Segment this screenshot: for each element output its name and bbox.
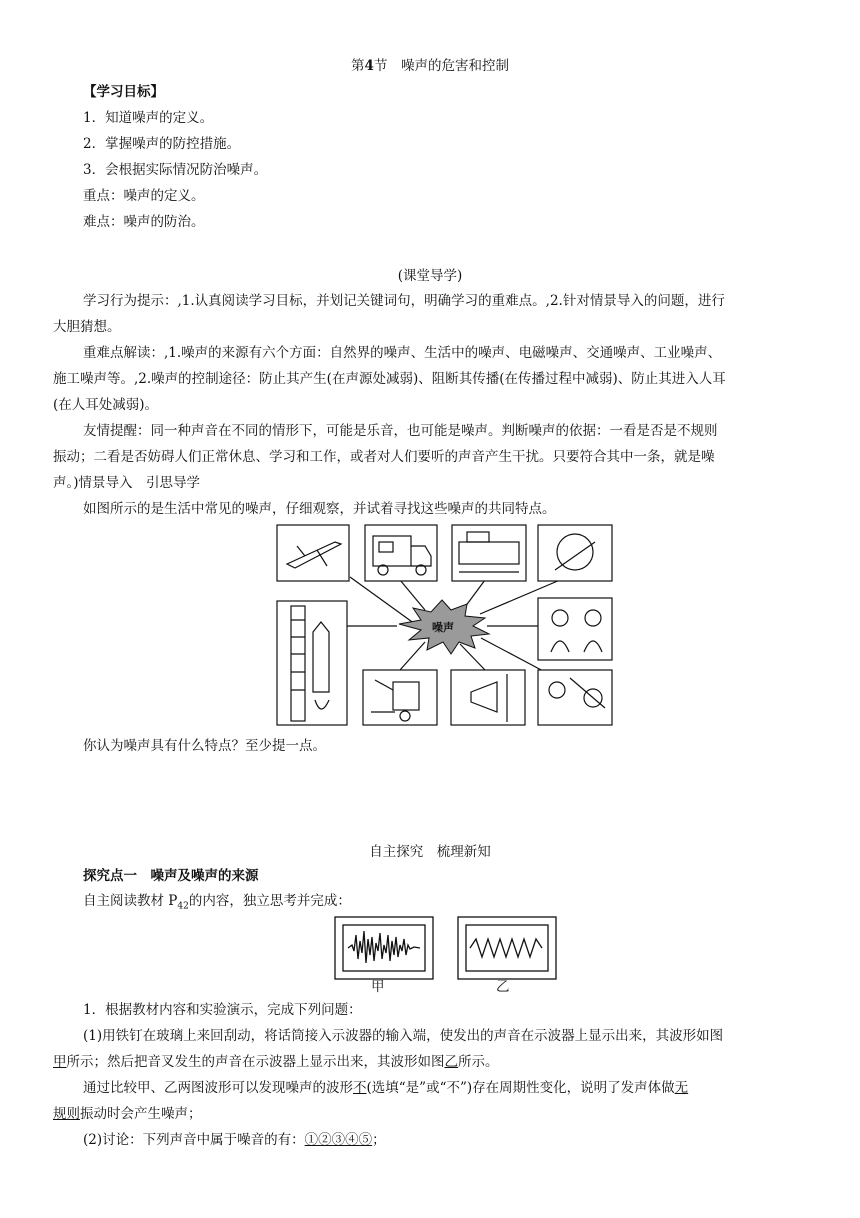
wave-label-yi: 乙 — [496, 979, 510, 995]
read-instruction: 自主阅读教材 $P_{42}$的内容，独立思考并完成： — [83, 893, 351, 912]
goal-item-2: 2．掌握噪声的防控措施。 — [83, 136, 241, 152]
wave-label-jia: 甲 — [371, 979, 385, 995]
explore-point-heading: 探究点一 噪声及噪声的来源 — [83, 868, 259, 884]
intro-line: 如图所示的是生活中常见的噪声，仔细观察，并试着寻找这些噪声的共同特点。 — [83, 501, 556, 517]
noise-center-label: 噪声 — [432, 622, 454, 634]
discuss-line: (2)讨论：下列声音中属于噪音的有：①②③④⑤； — [83, 1132, 386, 1148]
explore-heading: 自主探究 梳理新知 — [369, 844, 491, 860]
question-line: 你认为噪声具有什么特点？至少提一点。 — [83, 738, 326, 754]
hint-line-2: 大胆猜想。 — [53, 319, 121, 335]
key-point: 重点：噪声的定义。 — [83, 188, 205, 204]
question-1: 1．根据教材内容和实验演示，完成下列问题： — [83, 1002, 362, 1018]
compare-line-2: 规则振动时会产生噪声； — [53, 1106, 202, 1122]
noise-waveform — [348, 931, 420, 963]
goal-item-3: 3．会根据实际情况防治噪声。 — [83, 162, 268, 178]
goal-item-1: 1．知道噪声的定义。 — [83, 110, 214, 126]
key-line-2: 施工噪声等。,2.噪声的控制途径：防止其产生(在声源处减弱)、阻断其传播(在传播过程中减弱)、防止其进入人耳 — [53, 371, 726, 387]
key-line-3: (在人耳处减弱)。 — [53, 397, 159, 413]
question-1-1-line-1: (1)用铁钉在玻璃上来回刮动，将话筒接入示波器的输入端，使发出的声音在示波器上显示出来，其波形如图 — [83, 1028, 724, 1044]
tip-line-1: 友情提醒：同一种声音在不同的情形下，可能是乐音，也可能是噪声。判断噪声的依据：一看是否是不规则 — [83, 423, 718, 439]
hint-line-1: 学习行为提示：,1.认真阅读学习目标，并划记关键词句，明确学习的重难点。,2.针对情景导入的问题，进行 — [83, 293, 725, 309]
difficult-point: 难点：噪声的防治。 — [83, 214, 205, 230]
compare-line-1: 通过比较甲、乙两图波形可以发现噪声的波形不(选填“是”或“不”)存在周期性变化，说明了发声体做无 — [83, 1080, 689, 1096]
tuning-fork-waveform — [470, 939, 542, 957]
goals-heading: 【学习目标】 — [83, 84, 164, 100]
tip-line-3: 声。)情景导入 引思导学 — [53, 475, 201, 491]
class-guide-heading: (课堂导学) — [397, 268, 463, 284]
section-title: 第4节 噪声的危害和控制 — [351, 58, 509, 74]
oscilloscope-waveforms — [334, 915, 558, 995]
question-1-1-line-2: 甲所示；然后把音叉发生的声音在示波器上显示出来，其波形如图乙所示。 — [53, 1054, 499, 1070]
tip-line-2: 振动；二看是否妨碍人们正常休息、学习和工作，或者对人们要听的声音产生干扰。只要符合其中一条，就是噪 — [53, 449, 715, 465]
key-line-1: 重难点解读：,1.噪声的来源有六个方面：自然界的噪声、生活中的噪声、电磁噪声、交通噪声、工业噪声、 — [83, 345, 722, 361]
noise-sources-illustration — [275, 522, 615, 727]
